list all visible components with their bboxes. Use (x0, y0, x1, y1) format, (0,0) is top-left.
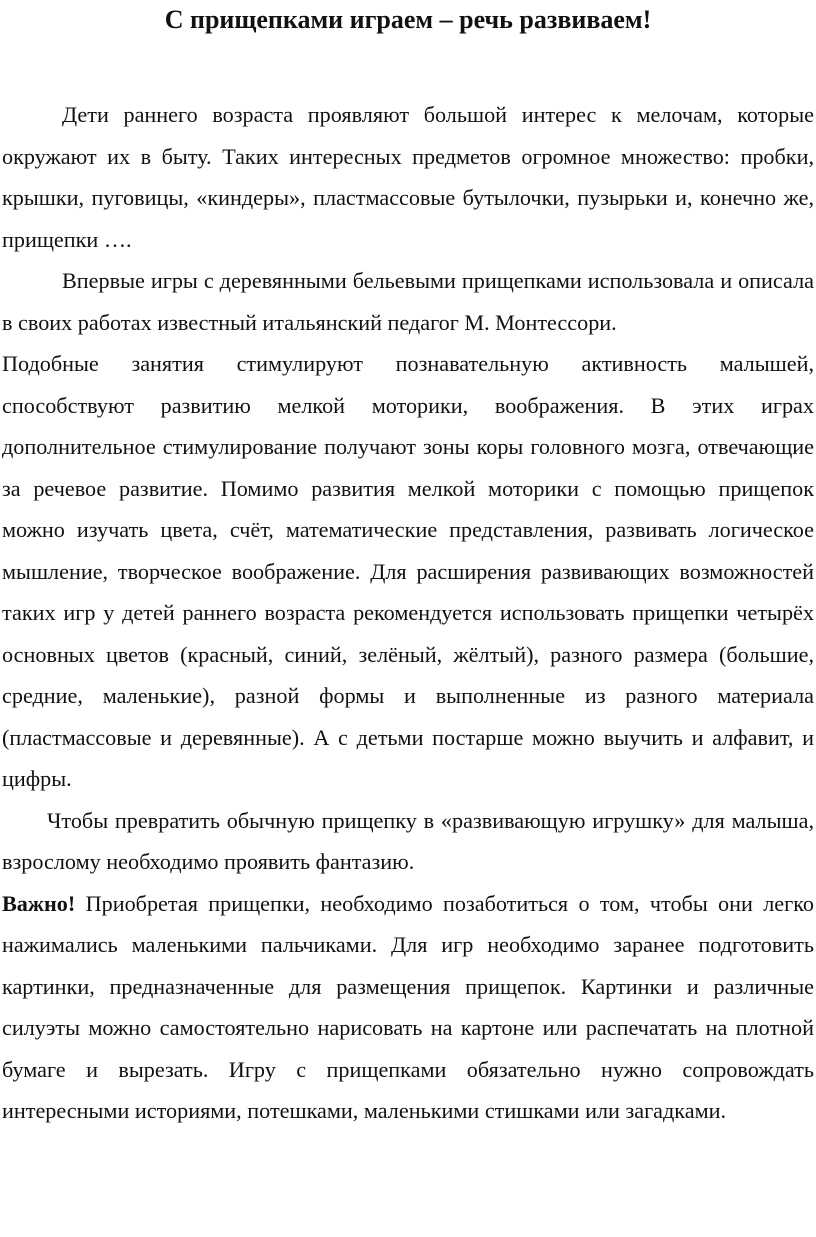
important-text: Приобретая прищепки, необходимо позаботиться о том, чтобы они легко нажимались маленькими пальчиками. Для игр необходимо заранее подготовить картинки, предназначенные для размещения прищепок. Картинки и различные силуэты можно самостоятельно нарисовать на картоне или распечатать на плотной бумаге и вырезать. Игру с прищепками обязательно нужно сопровождать интересными историями, потешками, маленькими стишками или загадками. (2, 890, 814, 1123)
paragraph-fantasy: Чтобы превратить обычную прищепку в «развивающую игрушку» для малыша, взрослому необходимо проявить фантазию. (2, 807, 814, 874)
document-title: С прищепками играем – речь развиваем! (164, 5, 652, 34)
document-body (2, 94, 814, 1132)
paragraph-important (2, 883, 814, 1132)
paragraph-benefits: Подобные занятия стимулируют познавательную активность малышей, способствуют развитию мелкой моторики, воображения. В этих играх дополнительное стимулирование получают зоны коры головного мозга, отвечающие за речевое развитие. Помимо развития мелкой моторики с помощью прищепок можно изучать цвета, счёт, математические представления, развивать логическое мышление, творческое воображение. Для расширения развивающих возможностей таких игр у детей раннего возраста рекомендуется использовать прищепки четырёх основных цветов (красный, синий, зелёный, жёлтый), разного размера (большие, средние, маленькие), разной формы и выполненные из разного материала (пластмассовые и деревянные). А с детьми постарше можно выучить и алфавит, и цифры. (2, 351, 814, 791)
paragraph-montessori: Впервые игры с деревянными бельевыми прищепками использовала и описала в своих работах известный итальянский педагог М. Монтессори. (2, 268, 814, 335)
important-label: Важно! (2, 890, 76, 916)
paragraph-intro: Дети раннего возраста проявляют большой интерес к мелочам, которые окружают их в быту. Таких интересных предметов огромное множество: пробки, крышки, пуговицы, «киндеры», пластмассовые бутылочки, пузырьки и, конечно же, прищепки …. (2, 102, 814, 252)
